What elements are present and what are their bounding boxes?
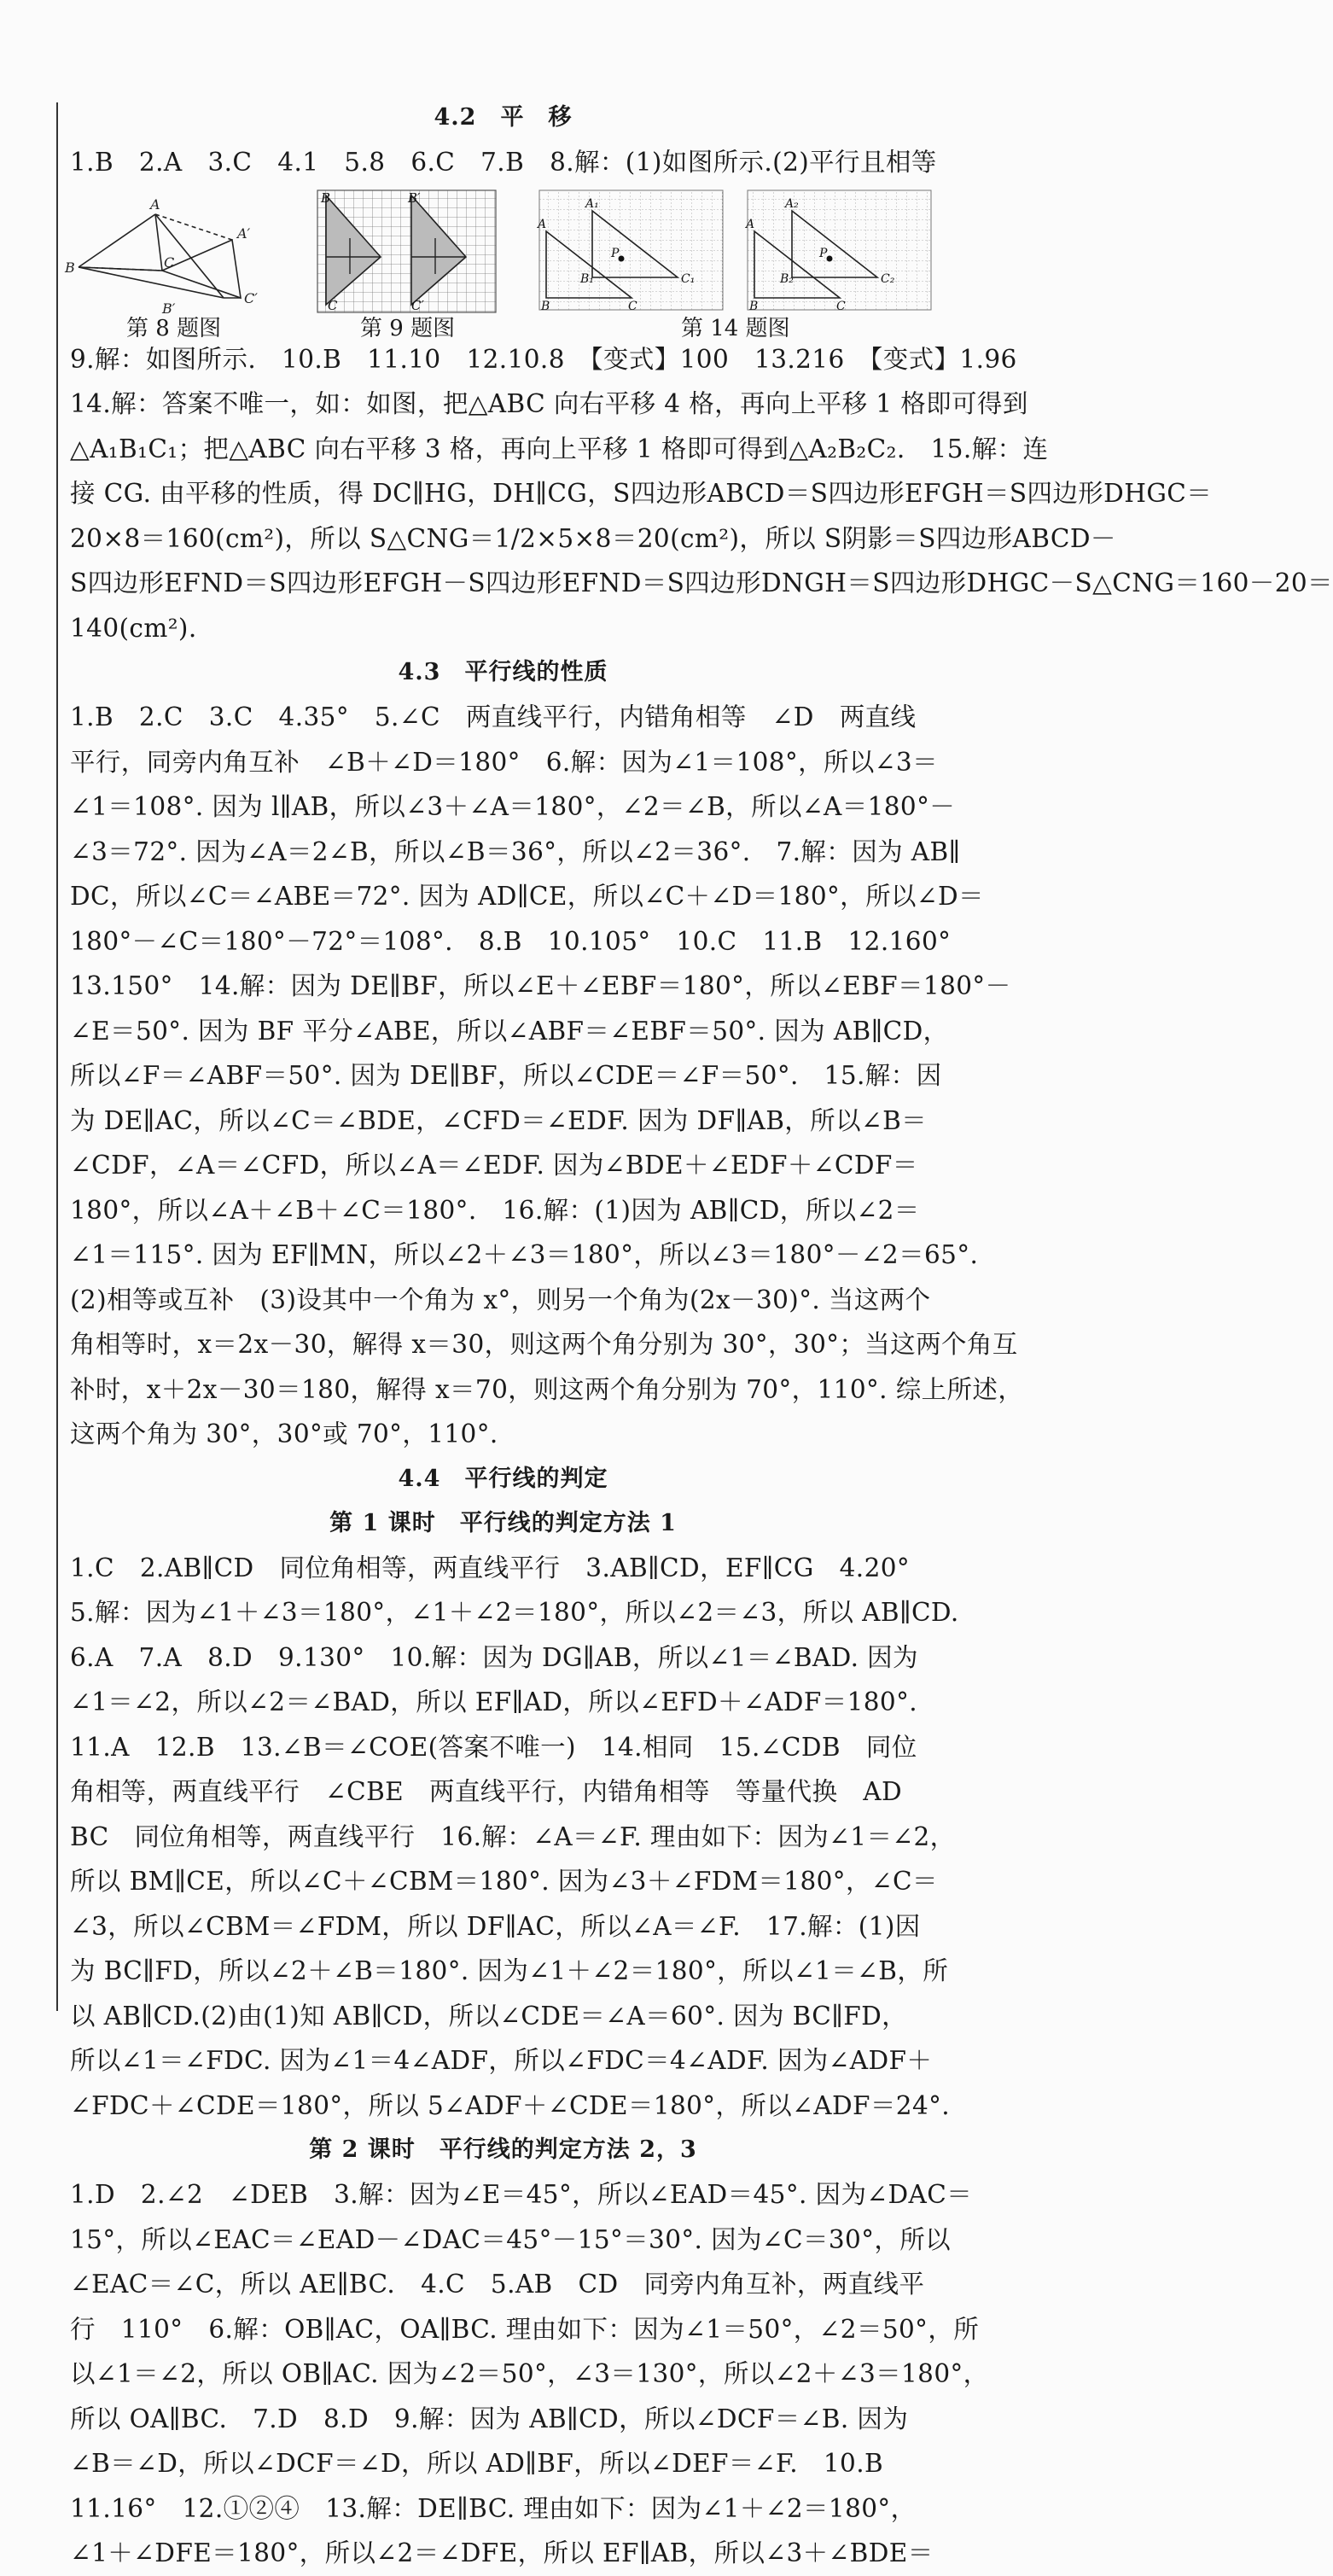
figure-14	[538, 189, 939, 317]
section-title-4-3: 4.3 平行线的性质	[398, 659, 608, 685]
text-line: 平行，同旁内角互补 ∠B＋∠D＝180° 6.解：因为∠1＝108°，所以∠3＝	[70, 747, 938, 777]
section-title-4-4: 4.4 平行线的判定	[398, 1465, 608, 1492]
text-line: 角相等时，x＝2x－30，解得 x＝30，则这两个角分别为 30°，30°；当这两个角互	[70, 1330, 1018, 1359]
text-line: 180°，所以∠A＋∠B＋∠C＝180°. 16.解：(1)因为 AB∥CD，所以∠2＝	[70, 1195, 920, 1225]
svg-text:B: B	[749, 299, 759, 313]
caption-figure-8: 第 8 题图	[126, 315, 222, 341]
svg-text:B: B	[65, 259, 75, 276]
text-line: ∠1＝∠2，所以∠2＝∠BAD，所以 EF∥AD，所以∠EFD＋∠ADF＝180°.	[70, 1687, 918, 1716]
left-margin-rule	[56, 102, 58, 2011]
text-line: 15°，所以∠EAC＝∠EAD－∠DAC＝45°－15°＝30°. 因为∠C＝30°，所以	[70, 2224, 952, 2254]
section-4-3-body	[70, 695, 1024, 1457]
text-line: S四边形EFND＝S四边形EFGH－S四边形EFND＝S四边形DNGH＝S四边形DHGC－S△CNG＝160－20＝	[70, 568, 1333, 597]
text-line: 所以∠F＝∠ABF＝50°. 因为 DE∥BF，所以∠CDE＝∠F＝50°. 15.解：因	[70, 1061, 942, 1090]
text-line: 接 CG. 由平移的性质，得 DC∥HG，DH∥CG，S四边形ABCD＝S四边形EFGH＝S四边形DHGC＝	[70, 479, 1213, 508]
text-line: 所以 BM∥CE，所以∠C＋∠CBM＝180°. 因为∠3＋∠FDM＝180°，∠C＝	[70, 1867, 938, 1896]
text-line: 140(cm²).	[70, 613, 197, 643]
lesson-1-body	[70, 1546, 959, 2129]
caption-figure-14: 第 14 题图	[681, 315, 790, 341]
text-line: 1.C 2.AB∥CD 同位角相等，两直线平行 3.AB∥CD，EF∥CG 4.20°	[70, 1553, 911, 1582]
text-line: 角相等，两直线平行 ∠CBE 两直线平行，内错角相等 等量代换 AD	[70, 1777, 903, 1806]
svg-text:B′: B′	[408, 189, 421, 206]
text-line: ∠3，所以∠CBM＝∠FDM，所以 DF∥AC，所以∠A＝∠F. 17.解：(1)因	[70, 1911, 921, 1941]
svg-text:C₁: C₁	[681, 271, 696, 286]
text-line: 行 110° 6.解：OB∥AC，OA∥BC. 理由如下：因为∠1＝50°，∠2＝50°，所	[70, 2314, 980, 2344]
svg-text:A₂: A₂	[785, 196, 799, 211]
section-title-4-2: 4.2 平 移	[434, 104, 573, 131]
text-line: ∠FDC＋∠CDE＝180°，所以 5∠ADF＋∠CDE＝180°，所以∠ADF＝24°.	[70, 2090, 951, 2120]
svg-text:C′: C′	[411, 297, 424, 313]
text-line: 11.A 12.B 13.∠B＝∠COE(答案不唯一) 14.相同 15.∠CDB 同位	[70, 1732, 917, 1762]
text-line: 6.A 7.A 8.D 9.130° 10.解：因为 DG∥AB，所以∠1＝∠BAD. 因为	[70, 1642, 918, 1672]
svg-text:A′: A′	[237, 224, 251, 242]
lesson-2-body	[70, 2172, 989, 2576]
svg-text:B₁: B₁	[580, 271, 594, 286]
text-line: ∠E＝50°. 因为 BF 平分∠ABE，所以∠ABF＝∠EBF＝50°. 因为 AB∥CD，	[70, 1016, 949, 1046]
text-line: 1.B 2.A 3.C 4.1 5.8 6.C 7.B 8.解：(1)如图所示.(2)平行且相等	[70, 148, 937, 177]
text-line: 这两个角为 30°，30°或 70°，110°.	[70, 1419, 498, 1448]
svg-text:C: C	[328, 297, 338, 313]
text-line: 为 DE∥AC，所以∠C＝∠BDE，∠CFD＝∠EDF. 因为 DF∥AB，所以∠B＝	[70, 1105, 928, 1135]
text-line: ∠1＝115°. 因为 EF∥MN，所以∠2＋∠3＝180°，所以∠3＝180°－∠2＝65°.	[70, 1240, 979, 1269]
svg-text:B′: B′	[162, 300, 176, 317]
text-line: ∠3＝72°. 因为∠A＝2∠B，所以∠B＝36°，所以∠2＝36°. 7.解：因为 AB∥	[70, 836, 961, 866]
text-line: 以∠1＝∠2，所以 OB∥AC. 因为∠2＝50°，∠3＝130°，所以∠2＋∠3＝180°，	[70, 2359, 989, 2388]
text-line: 180°－∠C＝180°－72°＝108°. 8.B 10.105° 10.C 11.B 12.160°	[70, 926, 952, 956]
text-line: ∠EAC＝∠C，所以 AE∥BC. 4.C 5.AB CD 同旁内角互补，两直线平	[70, 2270, 925, 2299]
svg-text:B: B	[541, 299, 550, 313]
text-line: (2)相等或互补 (3)设其中一个角为 x°，则另一个角为(2x－30)°. 当这两个	[70, 1285, 931, 1314]
figure-9	[316, 189, 504, 317]
svg-text:C₂: C₂	[881, 271, 895, 286]
svg-text:A₁: A₁	[585, 196, 599, 211]
svg-text:P: P	[819, 246, 828, 260]
text-line: 11.16° 12.①②④ 13.解：DE∥BC. 理由如下：因为∠1＋∠2＝180°，	[70, 2493, 917, 2523]
text-line: 1.D 2.∠2 ∠DEB 3.解：因为∠E＝45°，所以∠EAD＝45°. 因为∠DAC＝	[70, 2180, 973, 2209]
text-line: 14.解：答案不唯一，如：如图，把△ABC 向右平移 4 格，再向上平移 1 格即可得到	[70, 389, 1028, 418]
text-line: 补时，x＋2x－30＝180，解得 x＝70，则这两个角分别为 70°，110°. 综上所述，	[70, 1374, 1024, 1404]
text-line: ∠1＝108°. 因为 l∥AB，所以∠3＋∠A＝180°，∠2＝∠B，所以∠A＝180°－	[70, 792, 956, 821]
svg-text:A: A	[746, 217, 755, 231]
svg-text:P: P	[611, 246, 620, 260]
text-line: 所以∠1＝∠FDC. 因为∠1＝4∠ADF，所以∠FDC＝4∠ADF. 因为∠ADF＋	[70, 2046, 933, 2075]
text-line: 5.解：因为∠1＋∠3＝180°，∠1＋∠2＝180°，所以∠2＝∠3，所以 AB∥CD.	[70, 1598, 959, 1627]
caption-figure-9: 第 9 题图	[360, 315, 456, 341]
svg-text:C: C	[164, 254, 175, 271]
svg-text:C: C	[628, 299, 637, 313]
svg-text:B₂: B₂	[780, 271, 794, 286]
text-line: BC 同位角相等，两直线平行 16.解：∠A＝∠F. 理由如下：因为∠1＝∠2，	[70, 1821, 956, 1851]
text-line: ∠1＋∠DFE＝180°，所以∠2＝∠DFE，所以 EF∥AB，所以∠3＋∠BDE＝	[70, 2538, 934, 2567]
lesson-2-title: 第 2 课时 平行线的判定方法 2，3	[309, 2136, 697, 2163]
text-line: △A₁B₁C₁；把△ABC 向右平移 3 格，再向上平移 1 格即可得到△A₂B₂C₂. 15.解：连	[70, 434, 1049, 463]
figure-8	[61, 189, 292, 317]
lesson-1-title: 第 1 课时 平行线的判定方法 1	[329, 1509, 677, 1536]
text-line: ∠B＝∠D，所以∠DCF＝∠D，所以 AD∥BF，所以∠DEF＝∠F. 10.B	[70, 2449, 884, 2478]
figure-row	[65, 189, 936, 341]
content	[65, 96, 1333, 2576]
svg-text:C′: C′	[244, 289, 258, 306]
svg-text:C: C	[836, 299, 846, 313]
svg-text:A: A	[538, 217, 547, 231]
text-line: 9.解：如图所示. 10.B 11.10 12.10.8 【变式】100 13.216 【变式】1.96	[70, 344, 1017, 374]
svg-text:B: B	[321, 189, 331, 206]
text-line: 1.B 2.C 3.C 4.35° 5.∠C 两直线平行，内错角相等 ∠D 两直线	[70, 702, 917, 731]
text-line: 13.150° 14.解：因为 DE∥BF，所以∠E＋∠EBF＝180°，所以∠EBF＝180°－	[70, 971, 1011, 1000]
text-line: 20×8＝160(cm²)，所以 S△CNG＝1/2×5×8＝20(cm²)，所以 S阴影＝S四边形ABCD－	[70, 523, 1116, 553]
text-line: DC，所以∠C＝∠ABE＝72°. 因为 AD∥CE，所以∠C＋∠D＝180°，所以∠D＝	[70, 882, 984, 911]
svg-text:A: A	[150, 195, 160, 213]
text-line: ∠CDF，∠A＝∠CFD，所以∠A＝∠EDF. 因为∠BDE＋∠EDF＋∠CDF＝	[70, 1151, 918, 1180]
text-line: 以 AB∥CD.(2)由(1)知 AB∥CD，所以∠CDE＝∠A＝60°. 因为 BC∥FD，	[70, 2001, 908, 2031]
text-line: 所以 OA∥BC. 7.D 8.D 9.解：因为 AB∥CD，所以∠DCF＝∠B. 因为	[70, 2404, 909, 2433]
text-line: 为 BC∥FD，所以∠2＋∠B＝180°. 因为∠1＋∠2＝180°，所以∠1＝∠B，所	[70, 1956, 949, 1985]
